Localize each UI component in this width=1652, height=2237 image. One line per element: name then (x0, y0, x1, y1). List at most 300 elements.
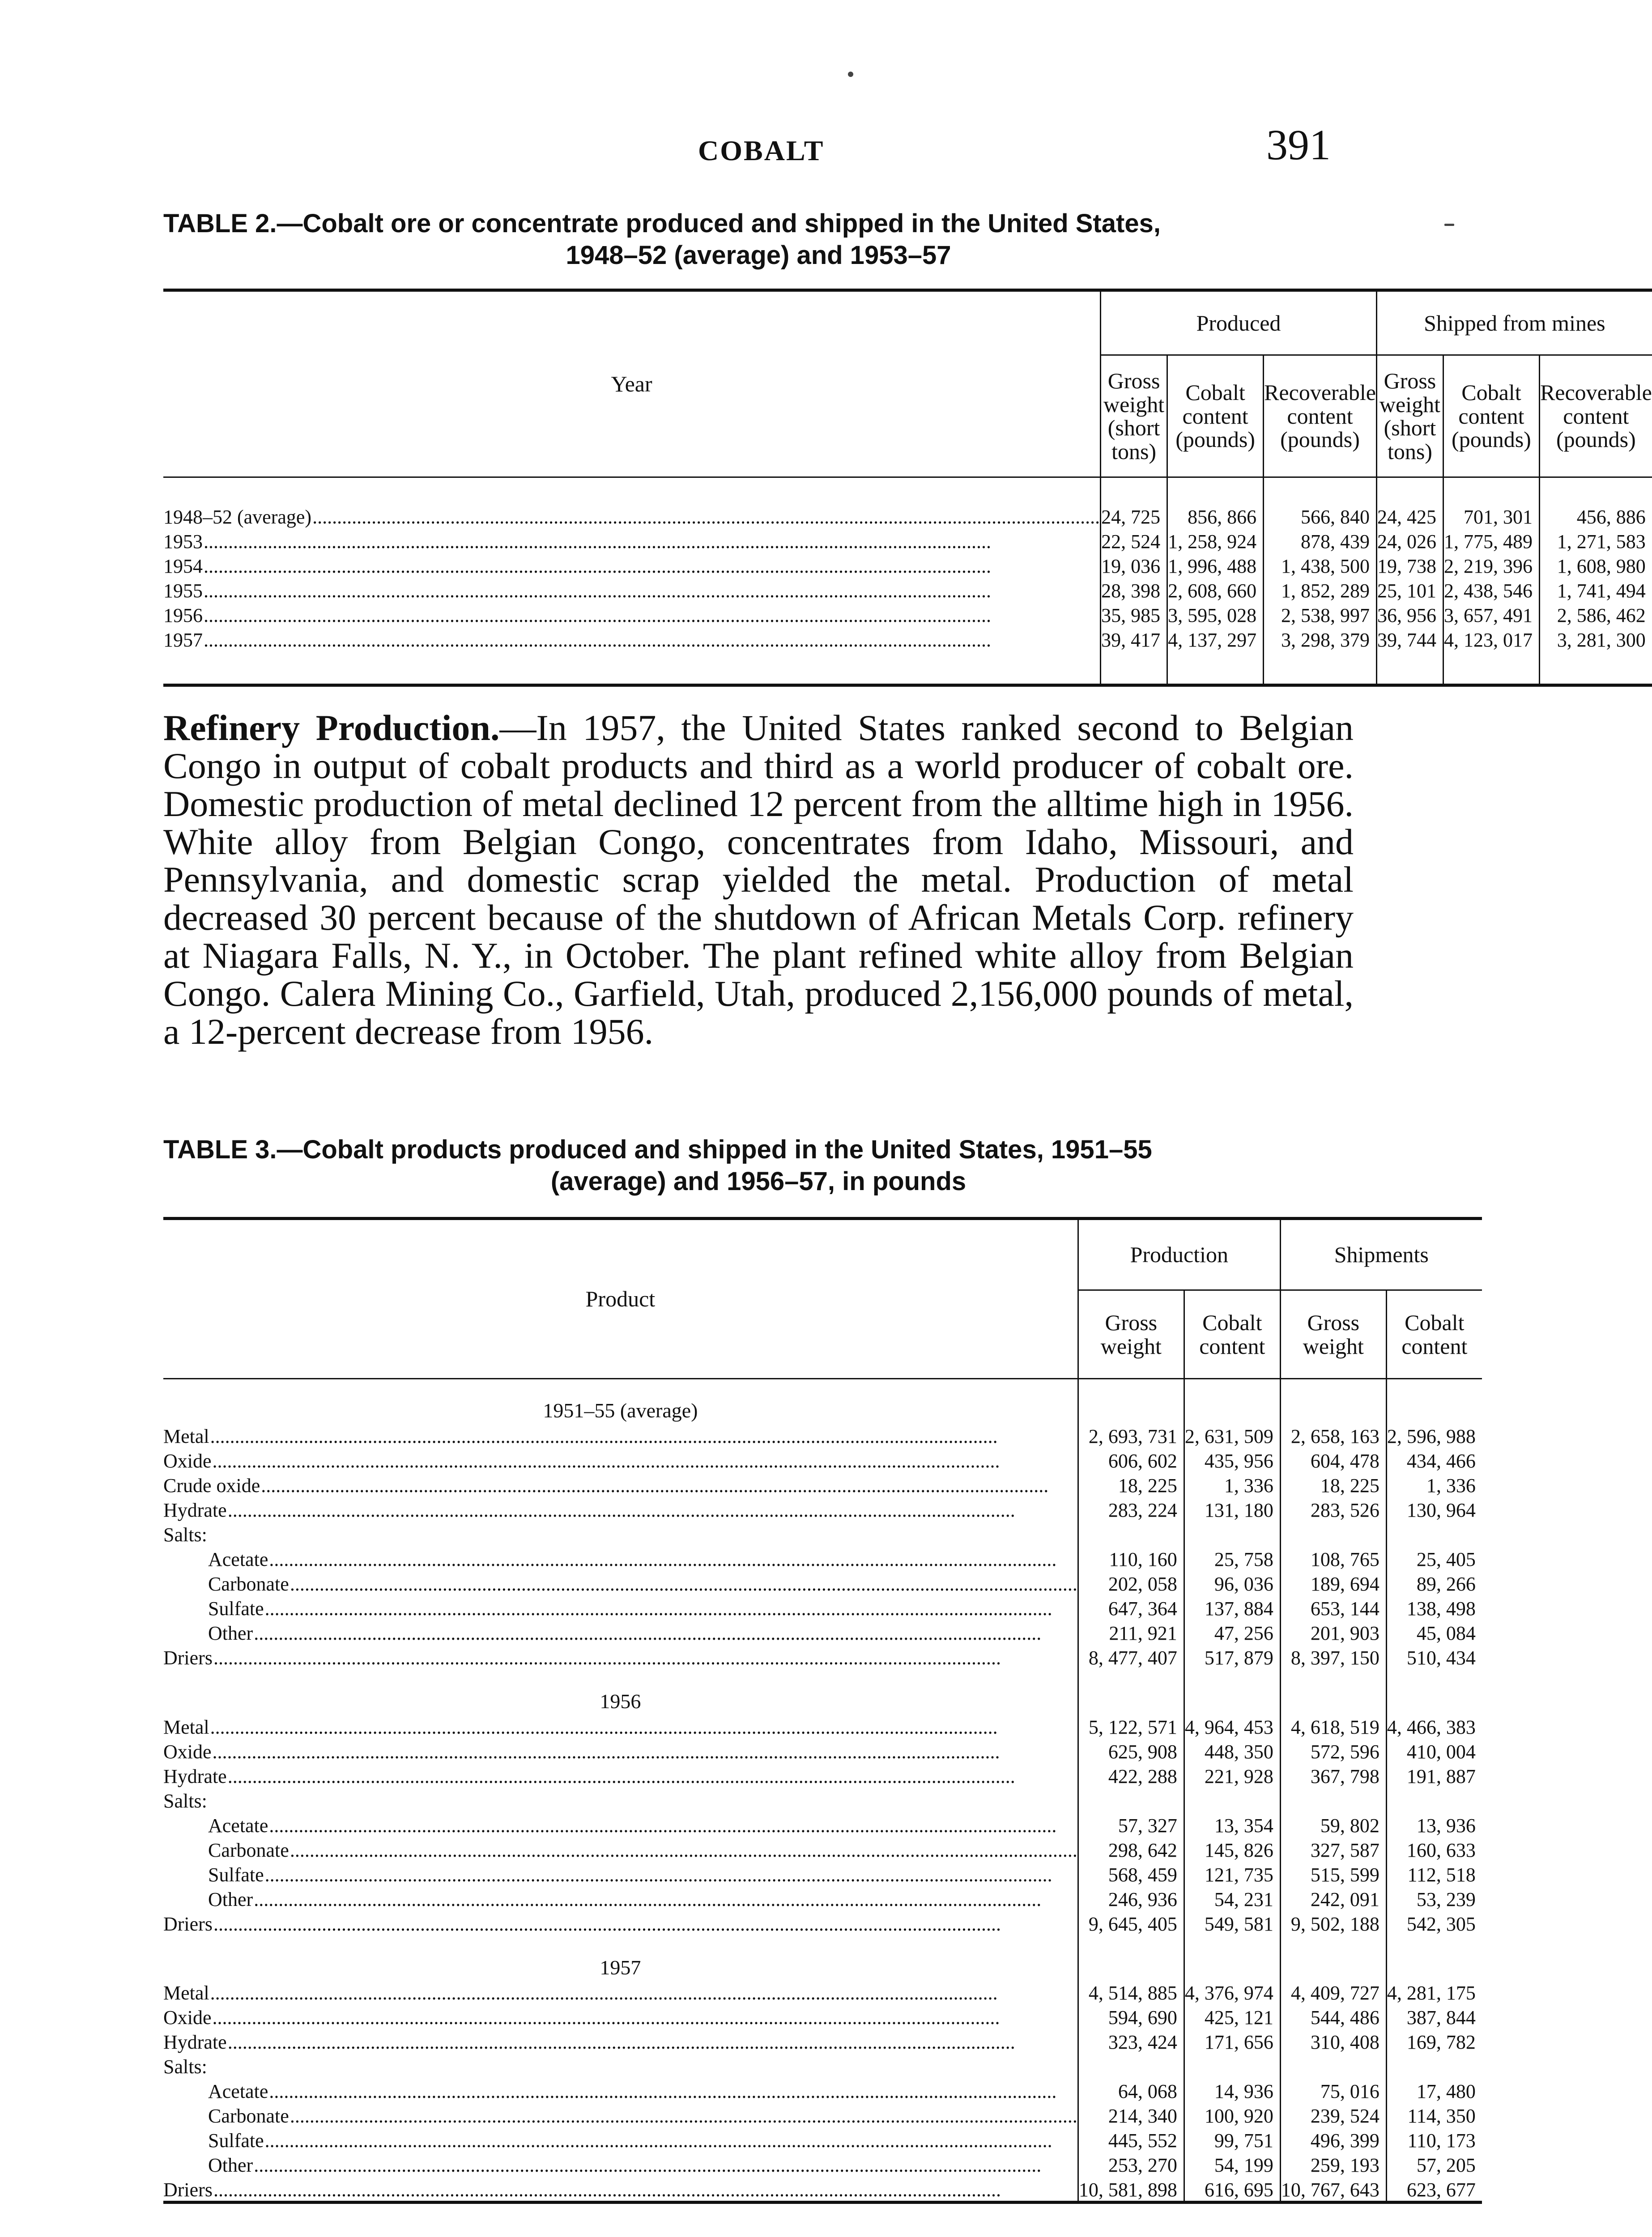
dot-leader: ................................................................................................................................................................ (269, 2080, 1057, 2103)
table2-caption-line2: 1948–52 (average) and 1953–57 (566, 240, 951, 270)
row-label (163, 628, 1101, 685)
page-number: 391 (1266, 121, 1331, 169)
value-cell: 594, 690 (1078, 2005, 1184, 2030)
paragraph-text: —In 1957, the United States ranked second to Belgian Congo in output of cobalt products and third as a world producer of cobalt ore. Domestic production of metal declined 12 percent from the alltime high in 1956. White alloy from Belgian Congo, concentrates from Idaho, Missouri, and Pennsylvania, and domestic scrap yielded the metal. Production of metal decreased 30 percent because of the shutdown of African Metals Corp. refinery at Niagara Falls, N. Y., in October. The plant refined white alloy from Belgian Congo. Calera Mining Co., Garfield, Utah, produced 2,156,000 pounds of metal, a 12-percent decrease from 1956. (163, 707, 1354, 1052)
table-row (163, 1813, 1482, 1838)
value-cell: 131, 180 (1184, 1498, 1280, 1523)
empty-cell (1386, 1936, 1482, 1981)
dot-leader: ................................................................................................................................................................ (204, 580, 991, 602)
section-heading: 1957 (600, 1956, 641, 1979)
dot-leader: ................................................................................................................................................................ (212, 2007, 1000, 2029)
value-cell: 239, 524 (1280, 2104, 1386, 2128)
value-cell: 323, 424 (1078, 2030, 1184, 2054)
value-cell: 4, 281, 175 (1386, 1981, 1482, 2005)
value-cell: 242, 091 (1280, 1887, 1386, 1912)
empty-cell (1184, 1936, 1280, 1981)
dot-leader: ................................................................................................................................................................ (312, 506, 1100, 528)
table2-stub-header: Year (163, 290, 1101, 477)
value-cell: 253, 270 (1078, 2153, 1184, 2177)
paragraph-run-in: Refinery Production. (163, 707, 500, 748)
row-label-text: Oxide (163, 1740, 212, 1763)
dot-leader: ................................................................................................................................................................ (264, 1863, 1052, 1886)
value-cell: 623, 677 (1386, 2177, 1482, 2202)
dot-leader: ................................................................................................................................................................ (213, 2179, 1001, 2201)
value-cell: 57, 205 (1386, 2153, 1482, 2177)
value-cell: 259, 193 (1280, 2153, 1386, 2177)
value-cell: 2, 631, 509 (1184, 1424, 1280, 1449)
value-cell: 110, 173 (1386, 2128, 1482, 2153)
table-row (163, 1912, 1482, 1936)
empty-cell (1386, 1670, 1482, 1715)
table3-col-prod-gross-weight: Gross weight (1078, 1290, 1184, 1379)
empty-cell (1078, 1379, 1184, 1424)
running-head-title: COBALT (698, 135, 825, 166)
row-label (163, 2128, 1078, 2153)
value-cell: 39, 417 (1101, 628, 1167, 685)
value-cell: 10, 767, 643 (1280, 2177, 1386, 2202)
table-row (163, 603, 1652, 628)
value-cell: 18, 225 (1280, 1473, 1386, 1498)
value-cell: 25, 758 (1184, 1547, 1280, 1572)
value-cell: 35, 985 (1101, 603, 1167, 628)
row-label (163, 1838, 1078, 1863)
table-row (163, 477, 1652, 530)
row-label-text: Carbonate (208, 2105, 289, 2127)
value-cell: 75, 016 (1280, 2079, 1386, 2104)
row-label-text: 1956 (163, 604, 203, 626)
value-cell: 18, 225 (1078, 1473, 1184, 1498)
row-label (163, 2079, 1078, 2104)
row-label (163, 1424, 1078, 1449)
value-cell: 1, 996, 488 (1167, 554, 1264, 578)
value-cell: 4, 409, 727 (1280, 1981, 1386, 2005)
value-cell: 387, 844 (1386, 2005, 1482, 2030)
value-cell: 549, 581 (1184, 1912, 1280, 1936)
value-cell: 2, 596, 988 (1386, 1424, 1482, 1449)
dot-leader: ................................................................................................................................................................ (290, 2105, 1077, 2127)
row-label (163, 1621, 1078, 1646)
value-cell: 1, 608, 980 (1539, 554, 1652, 578)
row-label-text: Hydrate (163, 1765, 227, 1787)
value-cell: 1, 741, 494 (1539, 578, 1652, 603)
table-row (163, 1863, 1482, 1887)
table-row (163, 2079, 1482, 2104)
table2-group-produced: Produced (1101, 290, 1377, 355)
empty-cell (1184, 1379, 1280, 1424)
table2-group-shipped: Shipped from mines (1376, 290, 1652, 355)
value-cell (1386, 1789, 1482, 1813)
value-cell (1280, 1789, 1386, 1813)
empty-cell (1184, 1670, 1280, 1715)
value-cell: 189, 694 (1280, 1572, 1386, 1596)
value-cell: 2, 219, 396 (1443, 554, 1539, 578)
row-label-text: Driers (163, 1913, 213, 1935)
row-label (163, 1523, 1078, 1547)
value-cell: 25, 101 (1376, 578, 1443, 603)
value-cell: 24, 425 (1376, 477, 1443, 530)
dot-leader: ................................................................................................................................................................ (227, 1499, 1015, 1521)
value-cell: 517, 879 (1184, 1646, 1280, 1670)
empty-cell (1386, 1379, 1482, 1424)
value-cell (1280, 1523, 1386, 1547)
empty-cell (1078, 1670, 1184, 1715)
value-cell: 100, 920 (1184, 2104, 1280, 2128)
value-cell: 214, 340 (1078, 2104, 1184, 2128)
row-label-text: Other (208, 2154, 253, 2177)
value-cell: 2, 608, 660 (1167, 578, 1264, 603)
row-label-text: 1948–52 (average) (163, 506, 312, 528)
table3-stub-header: Product (163, 1219, 1078, 1379)
value-cell: 130, 964 (1386, 1498, 1482, 1523)
table3-group-production: Production (1078, 1219, 1280, 1290)
row-label (163, 1498, 1078, 1523)
table2-caption (163, 208, 1354, 272)
row-label-text: Carbonate (208, 1573, 289, 1595)
value-cell: 89, 266 (1386, 1572, 1482, 1596)
dot-leader: ................................................................................................................................................................ (264, 2130, 1052, 2152)
dot-leader: ................................................................................................................................................................ (210, 1982, 998, 2004)
value-cell: 653, 144 (1280, 1596, 1386, 1621)
table-row (163, 2104, 1482, 2128)
value-cell: 13, 936 (1386, 1813, 1482, 1838)
value-cell (1184, 2054, 1280, 2079)
value-cell: 448, 350 (1184, 1739, 1280, 1764)
row-label (163, 1863, 1078, 1887)
row-label-text: Metal (163, 1716, 209, 1738)
row-label (163, 578, 1101, 603)
value-cell: 114, 350 (1386, 2104, 1482, 2128)
value-cell: 456, 886 (1539, 477, 1652, 530)
value-cell: 3, 281, 300 (1539, 628, 1652, 685)
value-cell: 24, 725 (1101, 477, 1167, 530)
table-row (163, 1838, 1482, 1863)
value-cell: 138, 498 (1386, 1596, 1482, 1621)
row-label (163, 1912, 1078, 1936)
dot-leader: ................................................................................................................................................................ (290, 1573, 1077, 1595)
table-row (163, 1646, 1482, 1670)
refinery-production-paragraph (163, 709, 1354, 1051)
value-cell: 410, 004 (1386, 1739, 1482, 1764)
table-row (163, 1789, 1482, 1813)
row-label (163, 1981, 1078, 2005)
row-label-text: 1955 (163, 580, 203, 602)
value-cell: 160, 633 (1386, 1838, 1482, 1863)
value-cell: 856, 866 (1167, 477, 1264, 530)
row-label (163, 2104, 1078, 2128)
table2-col-ship-cobalt-content: Cobalt content (pounds) (1443, 355, 1539, 477)
value-cell: 1, 271, 583 (1539, 529, 1652, 554)
value-cell (1386, 2054, 1482, 2079)
row-label (163, 1715, 1078, 1739)
row-label-text: Carbonate (208, 1839, 289, 1861)
row-label (163, 1473, 1078, 1498)
dot-leader: ................................................................................................................................................................ (254, 1888, 1042, 1910)
row-label (163, 1596, 1078, 1621)
table-row (163, 1473, 1482, 1498)
row-label-text: Hydrate (163, 1499, 227, 1521)
row-label (163, 1572, 1078, 1596)
row-label (163, 1449, 1078, 1473)
table-row (163, 554, 1652, 578)
table-row (163, 1981, 1482, 2005)
value-cell: 434, 466 (1386, 1449, 1482, 1473)
row-label (163, 1789, 1078, 1813)
table-row (163, 1887, 1482, 1912)
value-cell: 53, 239 (1386, 1887, 1482, 1912)
dot-leader: ................................................................................................................................................................ (213, 1646, 1001, 1669)
value-cell: 604, 478 (1280, 1449, 1386, 1473)
value-cell: 39, 744 (1376, 628, 1443, 685)
row-label (163, 2005, 1078, 2030)
table-row (163, 1449, 1482, 1473)
value-cell: 4, 466, 383 (1386, 1715, 1482, 1739)
value-cell: 246, 936 (1078, 1887, 1184, 1912)
value-cell: 435, 956 (1184, 1449, 1280, 1473)
row-label-text: 1957 (163, 629, 203, 651)
table2-col-recoverable: Recoverable content (pounds) (1264, 355, 1377, 477)
dot-leader: ................................................................................................................................................................ (210, 1425, 998, 1447)
table-row (163, 2128, 1482, 2153)
row-label-text: Hydrate (163, 2031, 227, 2054)
empty-cell (1078, 1936, 1184, 1981)
value-cell: 211, 921 (1078, 1621, 1184, 1646)
value-cell: 445, 552 (1078, 2128, 1184, 2153)
row-label-text: Sulfate (208, 1597, 264, 1620)
table2-col-gross-weight: Gross weight (short tons) (1101, 355, 1167, 477)
value-cell: 4, 376, 974 (1184, 1981, 1280, 2005)
value-cell: 24, 026 (1376, 529, 1443, 554)
value-cell: 59, 802 (1280, 1813, 1386, 1838)
table3-col-ship-cobalt-content: Cobalt content (1386, 1290, 1482, 1379)
row-label-text: Driers (163, 2179, 213, 2201)
value-cell: 19, 036 (1101, 554, 1167, 578)
row-label-text: Acetate (208, 1548, 268, 1570)
dot-leader: ................................................................................................................................................................ (264, 1597, 1052, 1620)
value-cell: 25, 405 (1386, 1547, 1482, 1572)
value-cell: 2, 586, 462 (1539, 603, 1652, 628)
table3-group-shipments: Shipments (1280, 1219, 1482, 1290)
value-cell: 568, 459 (1078, 1863, 1184, 1887)
table-row (163, 1547, 1482, 1572)
value-cell: 283, 224 (1078, 1498, 1184, 1523)
table3-body (163, 1379, 1482, 2213)
row-label-text: Oxide (163, 2007, 212, 2029)
row-label-text: Metal (163, 1982, 209, 2004)
table3-caption-line2: (average) and 1956–57, in pounds (550, 1166, 967, 1196)
value-cell: 4, 618, 519 (1280, 1715, 1386, 1739)
value-cell: 496, 399 (1280, 2128, 1386, 2153)
row-label-text: Sulfate (208, 1863, 264, 1886)
row-label-text: Salts: (163, 1523, 207, 1546)
value-cell: 171, 656 (1184, 2030, 1280, 2054)
row-label-text: 1953 (163, 531, 203, 553)
dot-leader: ................................................................................................................................................................ (261, 1474, 1049, 1497)
value-cell: 17, 480 (1386, 2079, 1482, 2104)
table-row (163, 2177, 1482, 2202)
row-label (163, 1887, 1078, 1912)
empty-cell (1280, 1379, 1386, 1424)
section-heading-row (163, 1379, 1482, 1424)
value-cell: 22, 524 (1101, 529, 1167, 554)
empty-cell (1280, 1936, 1386, 1981)
value-cell (1184, 1523, 1280, 1547)
value-cell: 201, 903 (1280, 1621, 1386, 1646)
row-label-text: Other (208, 1622, 253, 1644)
value-cell: 542, 305 (1386, 1912, 1482, 1936)
table-row (163, 1764, 1482, 1789)
value-cell: 54, 231 (1184, 1887, 1280, 1912)
table3-col-ship-gross-weight: Gross weight (1280, 1290, 1386, 1379)
dot-leader: ................................................................................................................................................................ (254, 1622, 1042, 1644)
table-row (163, 1621, 1482, 1646)
row-label (163, 2177, 1078, 2202)
row-label-text: 1954 (163, 555, 203, 577)
table-row (163, 2005, 1482, 2030)
dot-leader: ................................................................................................................................................................ (204, 629, 991, 651)
row-label (163, 2030, 1078, 2054)
table-row (163, 1523, 1482, 1547)
value-cell: 99, 751 (1184, 2128, 1280, 2153)
dot-leader: ................................................................................................................................................................ (212, 1740, 1000, 1763)
value-cell: 9, 502, 188 (1280, 1912, 1386, 1936)
value-cell: 1, 775, 489 (1443, 529, 1539, 554)
table-row (163, 1739, 1482, 1764)
value-cell: 625, 908 (1078, 1739, 1184, 1764)
value-cell: 19, 738 (1376, 554, 1443, 578)
row-label-text: Salts: (163, 1790, 207, 1812)
value-cell: 169, 782 (1386, 2030, 1482, 2054)
row-label (163, 477, 1101, 530)
table-row (163, 2030, 1482, 2054)
row-label (163, 1764, 1078, 1789)
value-cell: 3, 595, 028 (1167, 603, 1264, 628)
dot-leader: ................................................................................................................................................................ (213, 1913, 1001, 1935)
value-cell: 110, 160 (1078, 1547, 1184, 1572)
value-cell: 4, 137, 297 (1167, 628, 1264, 685)
value-cell: 121, 735 (1184, 1863, 1280, 1887)
row-label (163, 1813, 1078, 1838)
value-cell: 96, 036 (1184, 1572, 1280, 1596)
value-cell: 45, 084 (1386, 1621, 1482, 1646)
value-cell: 606, 602 (1078, 1449, 1184, 1473)
value-cell: 425, 121 (1184, 2005, 1280, 2030)
value-cell: 327, 587 (1280, 1838, 1386, 1863)
value-cell: 57, 327 (1078, 1813, 1184, 1838)
row-label (163, 554, 1101, 578)
row-label (163, 2054, 1078, 2079)
value-cell: 1, 258, 924 (1167, 529, 1264, 554)
value-cell: 1, 852, 289 (1264, 578, 1377, 603)
value-cell (1280, 2054, 1386, 2079)
dot-leader: ................................................................................................................................................................ (227, 1765, 1015, 1787)
value-cell: 54, 199 (1184, 2153, 1280, 2177)
row-label (163, 1739, 1078, 1764)
value-cell: 10, 581, 898 (1078, 2177, 1184, 2202)
value-cell: 202, 058 (1078, 1572, 1184, 1596)
dot-leader: ................................................................................................................................................................ (290, 1839, 1077, 1861)
table3-caption-line1: TABLE 3.—Cobalt products produced and shipped in the United States, 1951–55 (163, 1135, 1152, 1164)
table-row (163, 1498, 1482, 1523)
value-cell: 64, 068 (1078, 2079, 1184, 2104)
value-cell: 515, 599 (1280, 1863, 1386, 1887)
value-cell: 145, 826 (1184, 1838, 1280, 1863)
value-cell (1386, 1523, 1482, 1547)
row-label (163, 2153, 1078, 2177)
row-label (163, 1646, 1078, 1670)
dot-leader: ................................................................................................................................................................ (210, 1716, 998, 1738)
value-cell: 221, 928 (1184, 1764, 1280, 1789)
value-cell: 298, 642 (1078, 1838, 1184, 1863)
scan-speck (1444, 224, 1454, 226)
section-heading-row (163, 1936, 1482, 1981)
value-cell: 13, 354 (1184, 1813, 1280, 1838)
section-heading: 1951–55 (average) (543, 1399, 698, 1422)
value-cell: 8, 397, 150 (1280, 1646, 1386, 1670)
table3 (163, 1217, 1482, 2213)
value-cell: 4, 123, 017 (1443, 628, 1539, 685)
value-cell: 510, 434 (1386, 1646, 1482, 1670)
value-cell: 4, 514, 885 (1078, 1981, 1184, 2005)
dot-leader: ................................................................................................................................................................ (212, 1450, 1000, 1472)
table2-col-ship-gross-weight: Gross weight (short tons) (1376, 355, 1443, 477)
table3-caption (163, 1134, 1354, 1198)
table-row (163, 529, 1652, 554)
row-label (163, 529, 1101, 554)
table-row (163, 2054, 1482, 2079)
value-cell: 566, 840 (1264, 477, 1377, 530)
value-cell: 3, 298, 379 (1264, 628, 1377, 685)
value-cell: 191, 887 (1386, 1764, 1482, 1789)
value-cell: 8, 477, 407 (1078, 1646, 1184, 1670)
dot-leader: ................................................................................................................................................................ (227, 2031, 1015, 2054)
value-cell: 14, 936 (1184, 2079, 1280, 2104)
value-cell: 544, 486 (1280, 2005, 1386, 2030)
table-row (163, 1572, 1482, 1596)
table-row (163, 1424, 1482, 1449)
value-cell: 1, 336 (1386, 1473, 1482, 1498)
dot-leader: ................................................................................................................................................................ (269, 1814, 1057, 1837)
value-cell: 1, 438, 500 (1264, 554, 1377, 578)
value-cell: 283, 526 (1280, 1498, 1386, 1523)
value-cell: 701, 301 (1443, 477, 1539, 530)
table-row (163, 578, 1652, 603)
value-cell: 422, 288 (1078, 1764, 1184, 1789)
value-cell: 4, 964, 453 (1184, 1715, 1280, 1739)
table2-col-cobalt-content: Cobalt content (pounds) (1167, 355, 1264, 477)
value-cell: 1, 336 (1184, 1473, 1280, 1498)
value-cell: 137, 884 (1184, 1596, 1280, 1621)
dot-leader: ................................................................................................................................................................ (204, 531, 991, 553)
dot-leader: ................................................................................................................................................................ (254, 2154, 1042, 2177)
row-label-text: Acetate (208, 2080, 268, 2103)
row-label (163, 1547, 1078, 1572)
row-label-text: Driers (163, 1646, 213, 1669)
value-cell (1078, 1789, 1184, 1813)
value-cell: 2, 538, 997 (1264, 603, 1377, 628)
table2 (163, 289, 1652, 687)
value-cell: 2, 693, 731 (1078, 1424, 1184, 1449)
row-label-text: Metal (163, 1425, 209, 1447)
row-label-text: Acetate (208, 1814, 268, 1837)
table2-body (163, 477, 1652, 687)
dot-leader: ................................................................................................................................................................ (204, 555, 991, 577)
section-heading: 1956 (600, 1689, 641, 1713)
value-cell: 9, 645, 405 (1078, 1912, 1184, 1936)
value-cell: 878, 439 (1264, 529, 1377, 554)
value-cell: 108, 765 (1280, 1547, 1386, 1572)
value-cell (1184, 1789, 1280, 1813)
value-cell: 2, 658, 163 (1280, 1424, 1386, 1449)
